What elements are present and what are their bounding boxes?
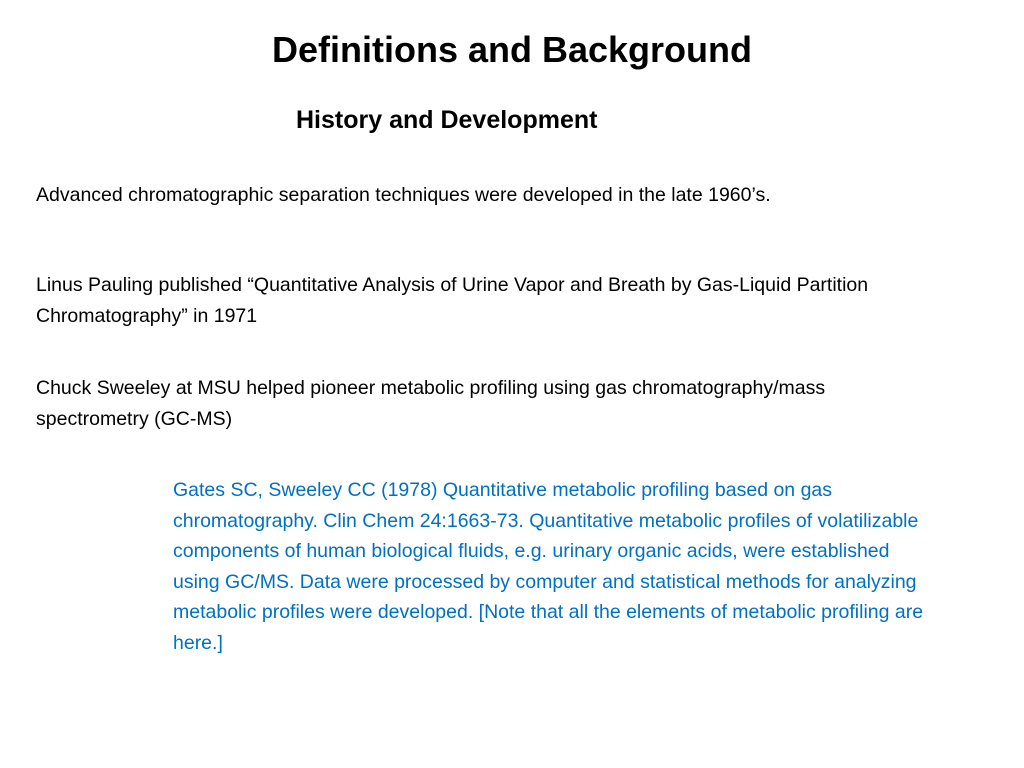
citation-gates-sweeley: Gates SC, Sweeley CC (1978) Quantitative metabolic profiling based on gas chromatography. Clin Chem 24:1663-73. Quantitative metabolic profiles of volatilizable components of human biological fluids, e.g. urinary organic acids, were established using GC/MS. Data were processed by computer and statistical methods for analyzing metabolic profiles were developed. [Note that all the elements of metabolic profiling are here.]: [173, 479, 924, 654]
paragraph-linus-pauling: Linus Pauling published “Quantitative Analysis of Urine Vapor and Breath by Gas-Liquid Partition Chromatography” in 1971: [36, 274, 869, 327]
paragraph-chuck-sweeley: Chuck Sweeley at MSU helped pioneer metabolic profiling using gas chromatography/mass spectrometry (GC-MS): [36, 377, 826, 430]
paragraph-chromatography-history: Advanced chromatographic separation techniques were developed in the late 1960’s.: [36, 184, 771, 206]
slide-subtitle: History and Development: [296, 106, 598, 134]
slide-title: Definitions and Background: [271, 29, 753, 70]
